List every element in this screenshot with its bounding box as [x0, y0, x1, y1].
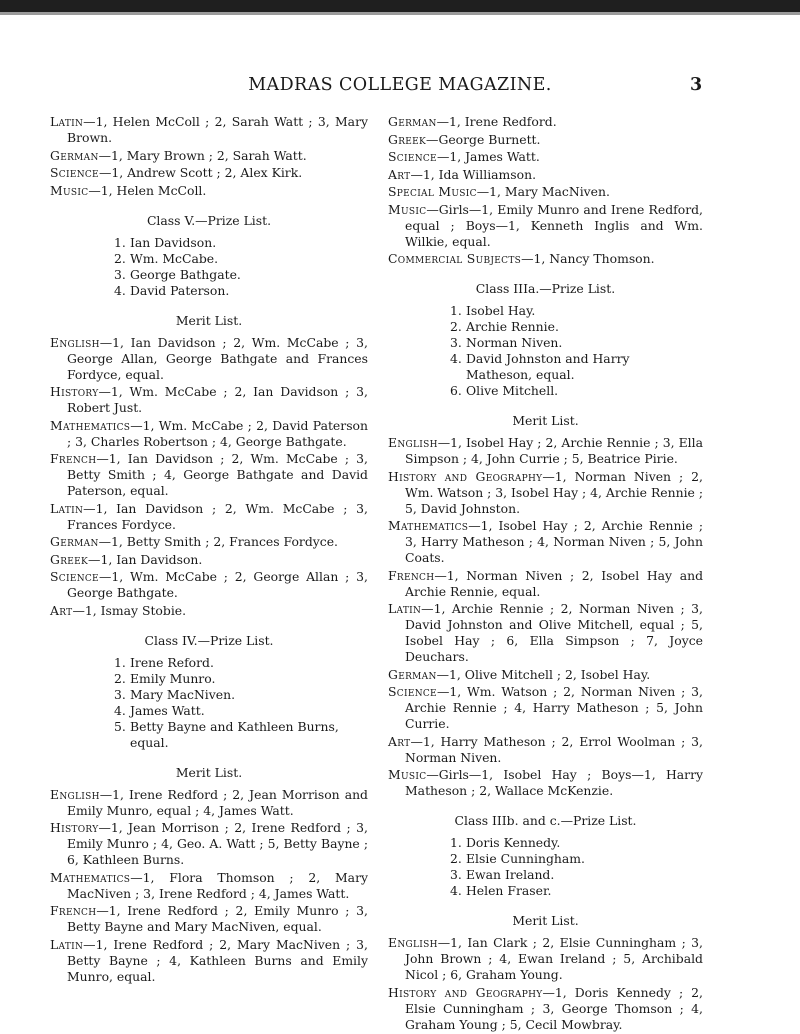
merit-entry [50, 787, 368, 819]
merit-entry [50, 937, 368, 985]
prize-name: Irene Reford. [130, 654, 214, 670]
prize-name: Mary MacNiven. [130, 686, 236, 702]
entry-text: —1, Harry Matheson ; 2, Errol Woolman ; 3, Norman Niven. [405, 733, 703, 765]
prize-name: George Bathgate. [130, 266, 241, 282]
section-heading: Merit List. [512, 413, 579, 428]
prize-list-item [114, 655, 368, 671]
merit-entry [388, 985, 703, 1033]
merit-entry [388, 167, 703, 183]
subject-label: History [50, 820, 99, 835]
subject-label: Latin [50, 936, 84, 952]
subject-label: Mathematics [50, 869, 131, 885]
prize-name: Olive Mitchell. [466, 383, 559, 398]
merit-entry [50, 335, 368, 383]
prize-name: Wm. McCabe. [130, 250, 219, 266]
entry-text: —1, Wm. McCabe ; 2, George Allan ; 3, George Bathgate. [67, 569, 368, 600]
merit-entry [50, 148, 368, 164]
merit-entry [50, 451, 368, 499]
scan-top-edge [0, 0, 800, 12]
subject-label: Science [388, 149, 437, 164]
merit-entry [50, 183, 368, 199]
entry-text: —1, Wm. McCabe ; 2, Ian Davidson ; 3, Robert Just. [67, 384, 368, 415]
prize-rank: 1. [450, 835, 462, 850]
subject-label: English [50, 786, 100, 802]
entry-text: —1, Doris Kennedy ; 2, Elsie Cunningham ; 3, George Thomson ; 4, Graham Young ; 5, Cecil Mowbray. [405, 984, 703, 1032]
merit-entry [50, 603, 368, 619]
prize-rank: 2. [114, 670, 126, 686]
prize-rank: 2. [114, 250, 126, 266]
prize-list-item [450, 351, 703, 383]
scan-top-shadow [0, 12, 800, 15]
prize-list [450, 835, 703, 899]
subject-label: English [50, 334, 100, 350]
entry-text: —1, Wm. Watson ; 2, Norman Niven ; 3, Archie Rennie ; 4, Harry Matheson ; 5, John Currie. [405, 684, 703, 731]
entry-text: —1, Isobel Hay ; 2, Archie Rennie ; 3, Harry Matheson ; 4, Norman Niven ; 5, John Coats. [405, 518, 703, 565]
merit-entry [388, 935, 703, 983]
prize-rank: 2. [450, 319, 462, 334]
prize-rank: 2. [450, 851, 462, 866]
merit-entry [388, 469, 703, 517]
subject-label: Latin [50, 114, 84, 129]
entry-text: —1, Betty Smith ; 2, Frances Fordyce. [98, 534, 339, 549]
merit-entry [50, 870, 368, 902]
section-heading: Class IIIb. and c.—Prize List. [454, 813, 637, 828]
merit-entry [388, 601, 703, 665]
entry-text: —1, Helen McColl. [88, 182, 207, 198]
prize-rank: 3. [114, 266, 126, 282]
prize-list [114, 655, 368, 751]
entry-text: —1, Irene Redford ; 2, Mary MacNiven ; 3, Betty Bayne ; 4, Kathleen Burns and Emily Munro, equal. [67, 936, 368, 984]
prize-rank: 3. [114, 686, 126, 702]
prize-rank: 6. [450, 383, 462, 398]
prize-name: Helen Fraser. [466, 883, 552, 898]
prize-list-item [114, 687, 368, 703]
subject-label: Latin [388, 601, 422, 616]
prize-list [114, 235, 368, 299]
prize-rank: 1. [114, 234, 126, 250]
section-heading: Merit List. [175, 764, 243, 780]
subject-label: Commercial Subjects [388, 251, 522, 266]
prize-rank: 4. [450, 883, 462, 898]
entry-text: —1, Irene Redford. [436, 114, 557, 129]
prize-name: James Watt. [130, 702, 205, 718]
prize-rank: 5. [114, 718, 126, 734]
subject-label: French [388, 567, 435, 583]
subject-label: Latin [50, 500, 84, 516]
subject-label: French [50, 451, 97, 466]
merit-entry [388, 149, 703, 165]
merit-entry [50, 903, 368, 935]
subject-label: Science [50, 569, 99, 584]
entry-text: —George Burnett. [426, 131, 541, 147]
prize-name: Isobel Hay. [466, 303, 536, 318]
prize-rank: 4. [114, 702, 126, 718]
prize-name: Elsie Cunningham. [466, 851, 585, 866]
prize-list-item [114, 251, 368, 267]
entry-text: —1, Wm. McCabe ; 2, David Paterson ; 3, Charles Robertson ; 4, George Bathgate. [67, 417, 368, 449]
entry-text: —1, Ida Williamson. [410, 166, 537, 182]
merit-entry [50, 820, 368, 868]
entry-text: —1, Olive Mitchell ; 2, Isobel Hay. [436, 666, 651, 682]
prize-rank: 4. [450, 351, 462, 366]
prize-list-item [114, 671, 368, 687]
prize-rank: 1. [450, 303, 462, 318]
merit-entry [388, 184, 703, 200]
prize-list-item [114, 703, 368, 719]
prize-list-item [450, 319, 703, 335]
section-heading: Merit List. [175, 312, 243, 328]
entry-text: —Girls—1, Isobel Hay ; Boys—1, Harry Matheson ; 2, Wallace McKenzie. [405, 767, 703, 798]
entry-text: —1, Jean Morrison ; 2, Irene Redford ; 3, Emily Munro ; 4, Geo. A. Watt ; 5, Betty Bayne ; 6, Kathleen Burns. [67, 820, 368, 867]
merit-entry [388, 767, 703, 799]
merit-entry [50, 114, 368, 146]
prize-rank: 1. [114, 654, 126, 670]
prize-list-item [114, 235, 368, 251]
prize-rank: 3. [450, 335, 462, 350]
prize-list-item [450, 383, 703, 399]
prize-list-item [450, 883, 703, 899]
page-title: MADRAS COLLEGE MAGAZINE. [248, 75, 552, 95]
merit-entry [388, 435, 703, 467]
prize-name: Emily Munro. [130, 670, 216, 686]
prize-list-item [114, 267, 368, 283]
entry-text: —1, Irene Redford ; 2, Jean Morrison and Emily Munro, equal ; 4, James Watt. [67, 786, 368, 818]
merit-entry [388, 114, 703, 130]
entry-text: —1, Isobel Hay ; 2, Archie Rennie ; 3, Ella Simpson ; 4, John Currie ; 5, Beatrice Pirie. [405, 435, 703, 466]
merit-entry [50, 384, 368, 416]
prize-name: David Paterson. [130, 282, 230, 298]
subject-label: Mathematics [50, 417, 131, 433]
subject-label: German [388, 114, 437, 129]
section-heading: Class V.—Prize List. [146, 212, 272, 228]
merit-entry [388, 132, 703, 148]
left-column [50, 114, 368, 986]
entry-text: —1, Ian Davidson. [88, 551, 203, 567]
subject-label: Music [388, 201, 427, 217]
subject-label: Special Music [388, 184, 477, 199]
prize-list [450, 303, 703, 399]
entry-text: —1, Norman Niven ; 2, Isobel Hay and Archie Rennie, equal. [405, 567, 703, 599]
entry-text: —1, Flora Thomson ; 2, Mary MacNiven ; 3, Irene Redford ; 4, James Watt. [67, 869, 368, 901]
prize-list-item [450, 867, 703, 883]
subject-label: English [388, 935, 438, 950]
subject-label: Art [50, 602, 73, 618]
prize-list-item [450, 303, 703, 319]
entry-text: —1, Archie Rennie ; 2, Norman Niven ; 3, David Johnston and Olive Mitchell, equal ; 5, Isobel Hay ; 6, Ella Simpson ; 7, Joyce Deuchars. [405, 601, 703, 664]
merit-entry [388, 202, 703, 250]
entry-text: —Girls—1, Emily Munro and Irene Redford, equal ; Boys—1, Kenneth Inglis and Wm. Wilkie, equal. [405, 201, 703, 249]
merit-entry [388, 684, 703, 732]
subject-label: History [50, 384, 99, 399]
subject-label: Art [388, 166, 411, 182]
merit-entry [388, 667, 703, 683]
prize-list-item [450, 335, 703, 351]
section-heading: Merit List. [512, 913, 579, 928]
entry-text: —1, Ian Davidson ; 2, Wm. McCabe ; 3, Betty Smith ; 4, George Bathgate and David Paterson, equal. [67, 451, 368, 498]
prize-rank: 3. [450, 867, 462, 882]
merit-entry [388, 734, 703, 766]
merit-entry [50, 501, 368, 533]
subject-label: Greek [50, 551, 89, 567]
subject-label: Art [388, 733, 411, 749]
subject-label: German [388, 666, 437, 682]
merit-entry [50, 534, 368, 550]
merit-entry [388, 518, 703, 566]
merit-entry [388, 568, 703, 600]
entry-text: —1, Ian Davidson ; 2, Wm. McCabe ; 3, Frances Fordyce. [67, 500, 368, 532]
entry-text: —1, Ian Davidson ; 2, Wm. McCabe ; 3, George Allan, George Bathgate and Frances Fordyce, equal. [67, 334, 368, 382]
merit-entry [50, 418, 368, 450]
merit-entry [50, 165, 368, 181]
subject-label: History and Geography [388, 984, 543, 1000]
prize-name: Ewan Ireland. [466, 867, 555, 882]
subject-label: Music [388, 767, 427, 782]
merit-entry [50, 569, 368, 601]
subject-label: Science [388, 684, 437, 699]
entry-text: —1, Norman Niven ; 2, Wm. Watson ; 3, Isobel Hay ; 4, Archie Rennie ; 5, David Johnston. [405, 468, 703, 516]
right-column [388, 114, 703, 1034]
subject-label: Science [50, 165, 99, 180]
prize-name: Ian Davidson. [130, 234, 217, 250]
entry-text: —1, Ian Clark ; 2, Elsie Cunningham ; 3, John Brown ; 4, Ewan Ireland ; 5, Archibald Nicol ; 6, Graham Young. [405, 935, 703, 982]
prize-name: David Johnston and Harry Matheson, equal. [466, 351, 630, 382]
subject-label: History and Geography [388, 468, 543, 484]
subject-label: Music [50, 182, 89, 198]
entry-text: —1, Nancy Thomson. [521, 251, 655, 266]
prize-name: Archie Rennie. [466, 319, 559, 334]
prize-rank: 4. [114, 282, 126, 298]
section-heading: Class IV.—Prize List. [144, 632, 274, 648]
entry-text: —1, Ismay Stobie. [72, 602, 187, 618]
entry-text: —1, Andrew Scott ; 2, Alex Kirk. [98, 165, 303, 180]
prize-name: Norman Niven. [466, 335, 563, 350]
prize-list-item [114, 283, 368, 299]
prize-name: Doris Kennedy. [466, 835, 561, 850]
subject-label: German [50, 147, 99, 163]
subject-label: English [388, 435, 438, 450]
subject-label: French [50, 903, 97, 918]
subject-label: Mathematics [388, 518, 469, 533]
merit-entry [50, 552, 368, 568]
prize-name: Betty Bayne and Kathleen Burns, equal. [130, 718, 339, 750]
subject-label: German [50, 534, 99, 549]
entry-text: —1, James Watt. [436, 149, 540, 164]
page-number: 3 [690, 75, 703, 95]
entry-text: —1, Irene Redford ; 2, Emily Munro ; 3, Betty Bayne and Mary MacNiven, equal. [67, 903, 368, 934]
section-heading: Class IIIa.—Prize List. [475, 281, 616, 296]
entry-text: —1, Mary Brown ; 2, Sarah Watt. [98, 147, 307, 163]
merit-entry [388, 251, 703, 267]
entry-text: —1, Mary MacNiven. [476, 184, 610, 199]
prize-list-item [450, 835, 703, 851]
prize-list-item [450, 851, 703, 867]
subject-label: Greek [388, 131, 427, 147]
prize-list-item [114, 719, 368, 751]
entry-text: —1, Helen McColl ; 2, Sarah Watt ; 3, Mary Brown. [67, 114, 368, 145]
